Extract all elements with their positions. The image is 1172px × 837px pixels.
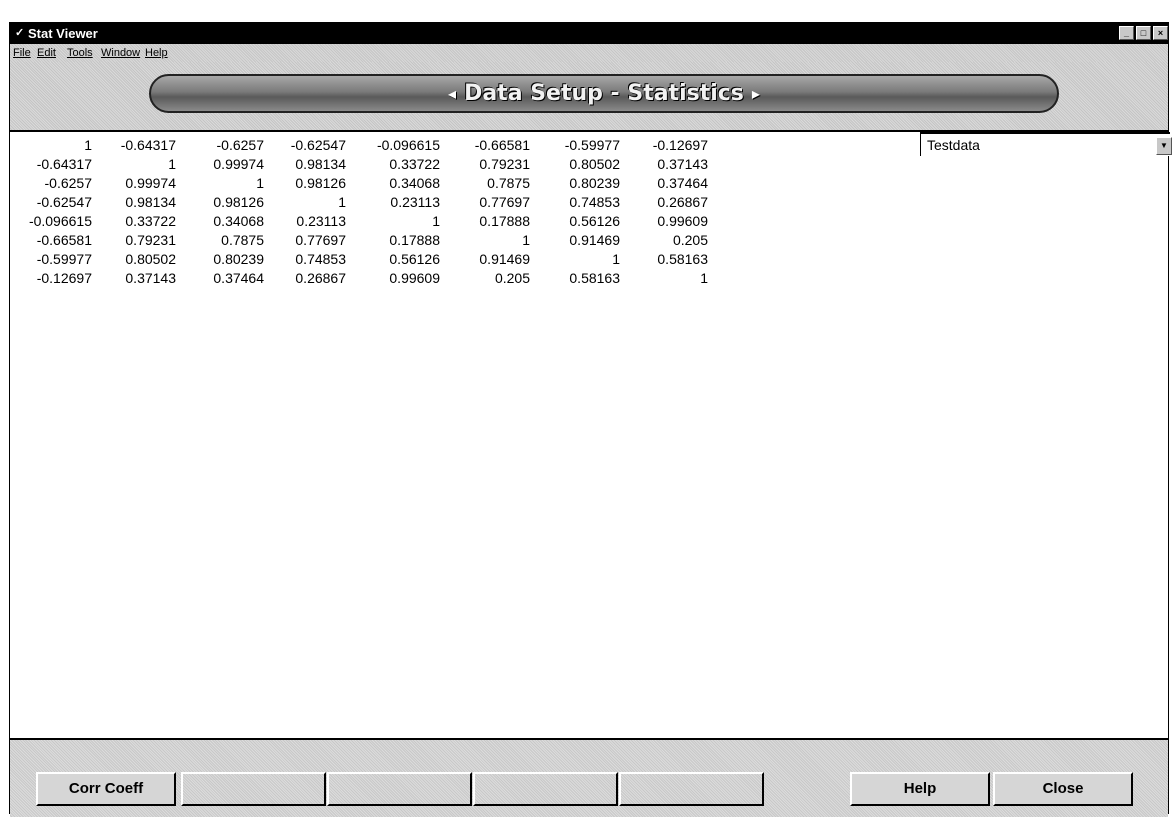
matrix-cell: 0.205 [494, 270, 530, 286]
matrix-cell: -0.6257 [216, 137, 264, 153]
matrix-cell: 1 [338, 194, 346, 210]
matrix-cell: 0.98134 [125, 194, 176, 210]
matrix-cell: 0.23113 [390, 194, 440, 210]
matrix-cell: -0.64317 [36, 156, 92, 172]
content-area [10, 132, 1168, 738]
matrix-cell: -0.12697 [652, 137, 708, 153]
next-arrow-icon[interactable]: ▸ [751, 85, 760, 103]
matrix-cell: 0.99609 [657, 213, 708, 229]
matrix-cell: -0.66581 [474, 137, 530, 153]
matrix-cell: 0.34068 [213, 213, 264, 229]
matrix-cell: 0.205 [672, 232, 708, 248]
matrix-cell: 0.98126 [213, 194, 264, 210]
header-band [10, 62, 1168, 132]
matrix-cell: 0.17888 [389, 232, 440, 248]
matrix-cell: 0.99609 [389, 270, 440, 286]
help-button[interactable]: Help [850, 772, 990, 806]
window-menu-icon[interactable]: ✓ [15, 27, 25, 39]
menu-window[interactable]: Window [101, 47, 141, 59]
close-button[interactable]: Close [993, 772, 1133, 806]
matrix-cell: 0.17888 [479, 213, 530, 229]
correlation-matrix [10, 136, 708, 288]
corr-coeff-button[interactable]: Corr Coeff [36, 772, 176, 806]
matrix-cell: 1 [700, 270, 708, 286]
matrix-cell: 0.99974 [213, 156, 264, 172]
matrix-row [10, 269, 708, 288]
matrix-cell: 0.56126 [569, 213, 620, 229]
prev-arrow-icon[interactable]: ◂ [448, 85, 457, 103]
footer-toolbar [10, 738, 1168, 817]
matrix-row [10, 250, 708, 269]
empty-button-3[interactable] [473, 772, 618, 806]
matrix-cell: 0.37464 [213, 270, 264, 286]
matrix-cell: 0.34068 [389, 175, 440, 191]
matrix-cell: -0.096615 [376, 137, 440, 153]
empty-button-1[interactable] [181, 772, 326, 806]
matrix-cell: -0.6257 [44, 175, 92, 191]
matrix-cell: 0.77697 [295, 232, 346, 248]
matrix-cell: 0.99974 [125, 175, 176, 191]
matrix-row [10, 155, 708, 174]
matrix-cell: 0.7875 [487, 175, 530, 191]
matrix-row [10, 174, 708, 193]
matrix-cell: 0.74853 [569, 194, 620, 210]
matrix-cell: 1 [432, 213, 440, 229]
matrix-cell: 0.26867 [657, 194, 708, 210]
empty-button-4[interactable] [619, 772, 764, 806]
menu-tools[interactable]: Tools [67, 47, 93, 59]
matrix-cell: 1 [84, 137, 92, 153]
matrix-cell: 0.37464 [657, 175, 708, 191]
chevron-down-icon[interactable]: ▼ [1156, 137, 1172, 155]
matrix-cell: 1 [522, 232, 530, 248]
matrix-row [10, 212, 708, 231]
matrix-cell: 0.91469 [569, 232, 620, 248]
matrix-cell: -0.62547 [36, 194, 92, 210]
matrix-cell: 0.37143 [657, 156, 708, 172]
matrix-cell: 0.98126 [295, 175, 346, 191]
maximize-button[interactable]: □ [1136, 26, 1151, 40]
menu-bar [10, 44, 1168, 62]
matrix-cell: 0.80502 [125, 251, 176, 267]
window-title: Stat Viewer [28, 26, 98, 41]
title-bar[interactable] [10, 23, 1168, 44]
matrix-cell: -0.64317 [120, 137, 176, 153]
matrix-cell: 0.80239 [213, 251, 264, 267]
matrix-cell: 0.79231 [125, 232, 176, 248]
matrix-cell: 0.33722 [125, 213, 176, 229]
close-window-button[interactable]: × [1153, 26, 1168, 40]
matrix-row [10, 193, 708, 212]
page-title-banner [149, 74, 1059, 113]
matrix-cell: 1 [256, 175, 264, 191]
page-title: Data Setup - Statistics [464, 81, 744, 106]
matrix-cell: 0.58163 [569, 270, 620, 286]
matrix-cell: 0.91469 [479, 251, 530, 267]
matrix-cell: 0.37143 [125, 270, 176, 286]
matrix-cell: -0.62547 [290, 137, 346, 153]
matrix-cell: 0.79231 [479, 156, 530, 172]
matrix-cell: 0.98134 [295, 156, 346, 172]
dataset-select[interactable] [920, 132, 1170, 156]
stat-viewer-window [9, 22, 1169, 814]
matrix-cell: -0.66581 [36, 232, 92, 248]
matrix-cell: 0.26867 [295, 270, 346, 286]
matrix-cell: 0.80239 [569, 175, 620, 191]
matrix-row [10, 231, 708, 250]
matrix-cell: 0.77697 [479, 194, 530, 210]
matrix-cell: 1 [168, 156, 176, 172]
matrix-cell: -0.12697 [36, 270, 92, 286]
matrix-cell: 0.74853 [295, 251, 346, 267]
menu-file[interactable]: File [13, 47, 31, 59]
matrix-cell: 0.33722 [389, 156, 440, 172]
matrix-row [10, 136, 708, 155]
matrix-cell: -0.59977 [36, 251, 92, 267]
matrix-cell: 1 [612, 251, 620, 267]
empty-button-2[interactable] [327, 772, 472, 806]
menu-help[interactable]: Help [145, 47, 168, 59]
menu-edit[interactable]: Edit [37, 47, 56, 59]
matrix-cell: -0.59977 [564, 137, 620, 153]
dataset-select-value: Testdata [927, 137, 980, 153]
matrix-cell: -0.096615 [28, 213, 92, 229]
matrix-cell: 0.23113 [296, 213, 346, 229]
minimize-button[interactable]: _ [1119, 26, 1134, 40]
matrix-cell: 0.58163 [657, 251, 708, 267]
matrix-cell: 0.56126 [389, 251, 440, 267]
matrix-cell: 0.80502 [569, 156, 620, 172]
matrix-cell: 0.7875 [221, 232, 264, 248]
